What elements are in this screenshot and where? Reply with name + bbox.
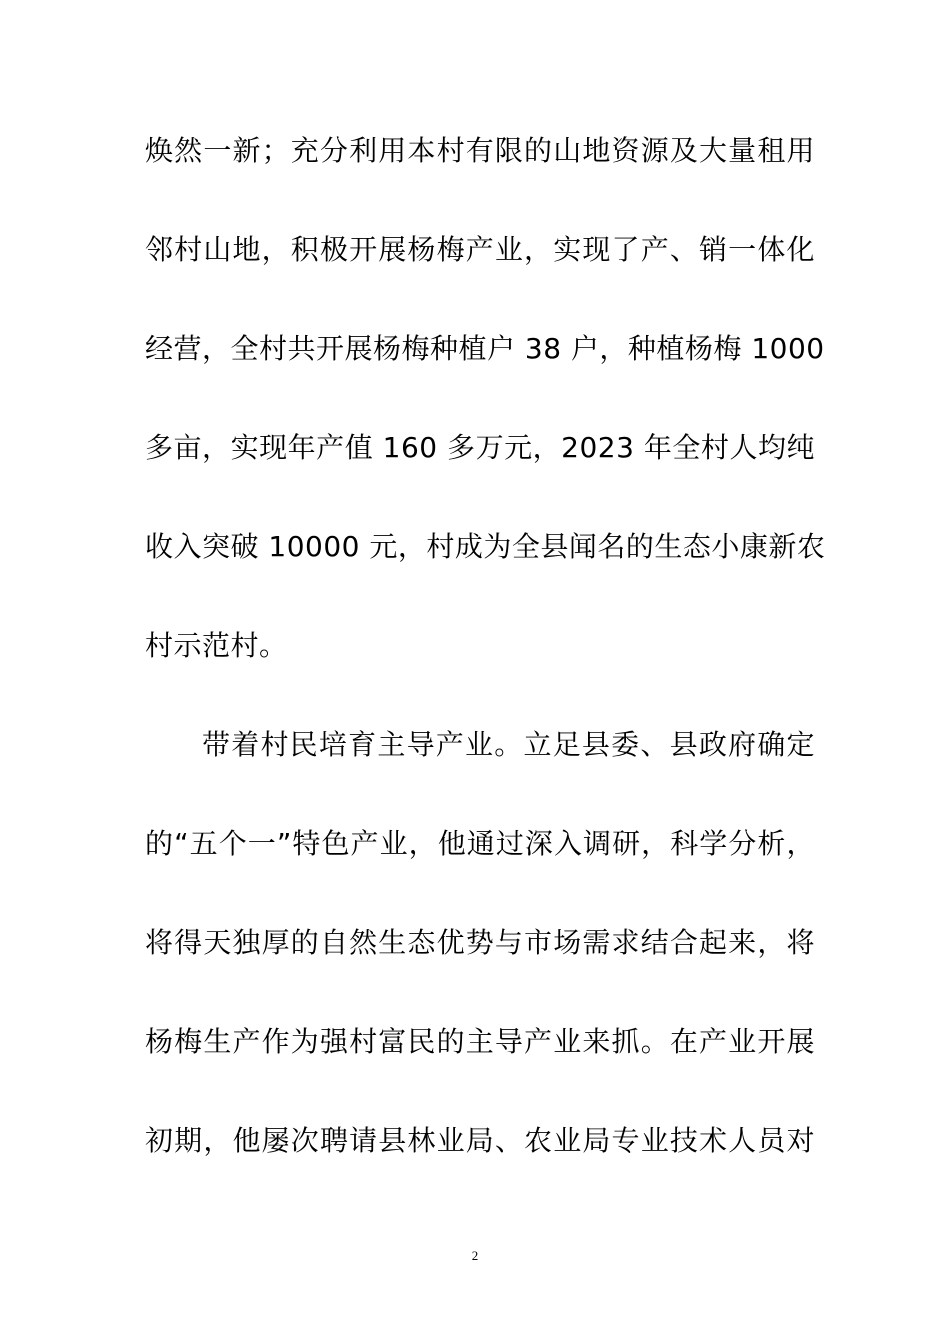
paragraph-line: 带着村民培育主导产业。立足县委、县政府确定 xyxy=(202,728,815,761)
paragraph-line: 焕然一新；充分利用本村有限的山地资源及大量租用 xyxy=(145,134,815,167)
paragraph-line: 将得天独厚的自然生态优势与市场需求结合起来，将 xyxy=(145,926,815,959)
page-number: 2 xyxy=(471,1248,479,1263)
paragraph-line: 收入突破 10000 元，村成为全县闻名的生态小康新农 xyxy=(145,530,826,563)
paragraph-line: 经营，全村共开展杨梅种植户 38 户，种植杨梅 1000 xyxy=(145,332,825,365)
paragraph-line: 初期，他屡次聘请县林业局、农业局专业技术人员对 xyxy=(145,1124,815,1157)
paragraph-line: 多亩，实现年产值 160 多万元，2023 年全村人均纯 xyxy=(145,431,815,464)
paragraph-line: 的“五个一”特色产业，他通过深入调研，科学分析， xyxy=(145,827,815,860)
paragraph-line: 邻村山地，积极开展杨梅产业，实现了产、销一体化 xyxy=(145,233,815,266)
paragraph-line: 村示范村。 xyxy=(145,629,288,662)
paragraph-line: 杨梅生产作为强村富民的主导产业来抓。在产业开展 xyxy=(145,1025,815,1058)
